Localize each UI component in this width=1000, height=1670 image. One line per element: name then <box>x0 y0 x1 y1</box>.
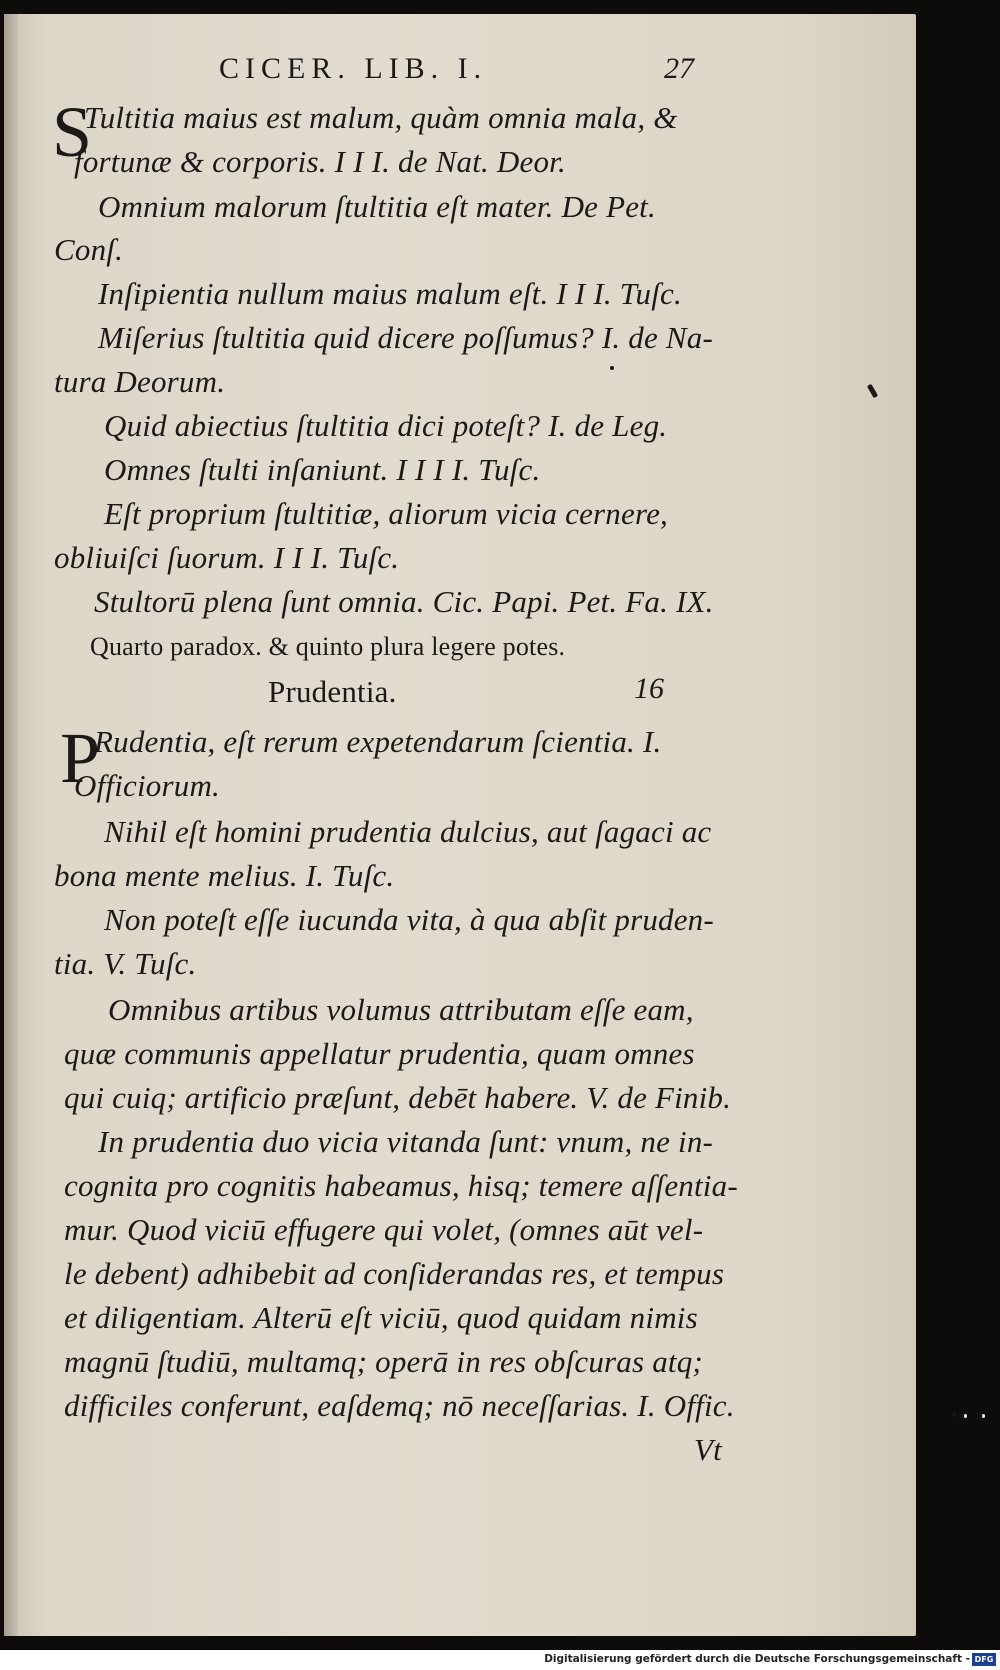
text-line: obliuiſci ſuorum. I I I. Tuſc. <box>54 540 400 575</box>
section-number: 16 <box>634 672 664 705</box>
drop-cap-s: S <box>52 92 93 172</box>
dfg-logo: DFG <box>972 1653 996 1666</box>
text-line: Eſt proprium ſtultitiæ, aliorum vicia cernere, <box>104 496 668 531</box>
text-line: et diligentiam. Alterū eſt viciū, quod quidam nimis <box>64 1300 698 1335</box>
drop-cap-p: P <box>60 718 101 798</box>
page-number: 27 <box>664 52 694 85</box>
scan-speck <box>982 1414 985 1418</box>
text-line: Omnes ſtulti inſaniunt. I I I I. Tuſc. <box>104 452 541 487</box>
paper-speck <box>610 366 614 370</box>
text-line: Officiorum. <box>74 768 220 803</box>
page-gutter <box>4 14 18 1636</box>
scan-speck <box>952 1412 956 1417</box>
text-line: Quarto paradox. & quinto plura legere potes. <box>90 632 566 661</box>
text-line: Tultitia maius est malum, quàm omnia mala, & <box>84 100 678 135</box>
text-line: Stultorū plena ſunt omnia. Cic. Papi. Pet. Fa. IX. <box>94 584 714 619</box>
text-line: Non poteſt eſſe iucunda vita, à qua abſit pruden- <box>104 902 714 937</box>
paper-speck <box>867 384 878 399</box>
text-line: Inſipientia nullum maius malum eſt. I I I. Tuſc. <box>98 276 682 311</box>
text-line: Nihil eſt homini prudentia dulcius, aut ſagaci ac <box>104 814 712 849</box>
text-line: Quid abiectius ſtultitia dici poteſt? I. de Leg. <box>104 408 668 443</box>
text-line: fortunæ & corporis. I I I. de Nat. Deor. <box>74 144 566 179</box>
section-title: Prudentia. <box>268 674 397 709</box>
funding-credit: Digitalisierung gefördert durch die Deutsche Forschungsgemeinschaft - <box>544 1653 970 1665</box>
text-line: mur. Quod viciū effugere qui volet, (omnes aūt vel- <box>64 1212 704 1247</box>
text-line: In prudentia duo vicia vitanda ſunt: vnum, ne in- <box>98 1124 714 1159</box>
text-line: le debent) adhibebit ad conſiderandas res, et tempus <box>64 1256 725 1291</box>
footer-bar <box>0 1650 1000 1670</box>
running-head: CICER. LIB. I. <box>219 52 488 85</box>
scan-speck <box>964 1414 967 1418</box>
text-line: bona mente melius. I. Tuſc. <box>54 858 395 893</box>
text-line: Miſerius ſtultitia quid dicere poſſumus? I. de Na- <box>98 320 714 355</box>
text-line: Conſ. <box>54 232 124 267</box>
text-line: tura Deorum. <box>54 364 226 399</box>
text-line: magnū ſtudiū, multamq; operā in res obſcuras atq; <box>64 1344 703 1379</box>
text-line: Omnium malorum ſtultitia eſt mater. De Pet. <box>98 189 656 224</box>
text-line: Omnibus artibus volumus attributam eſſe eam, <box>108 992 694 1027</box>
book-page <box>4 14 916 1636</box>
text-line: quæ communis appellatur prudentia, quam omnes <box>64 1036 695 1071</box>
catchword: Vt <box>694 1432 722 1467</box>
text-line: qui cuiq; artificio præſunt, debēt habere. V. de Finib. <box>64 1080 732 1115</box>
text-line: difficiles conferunt, eaſdemq; nō neceſſarias. I. Offic. <box>64 1388 735 1423</box>
text-line: Rudentia, eſt rerum expetendarum ſcientia. I. <box>94 724 662 759</box>
text-line: tia. V. Tuſc. <box>54 946 197 981</box>
text-line: cognita pro cognitis habeamus, hisq; temere aſſentia- <box>64 1168 738 1203</box>
